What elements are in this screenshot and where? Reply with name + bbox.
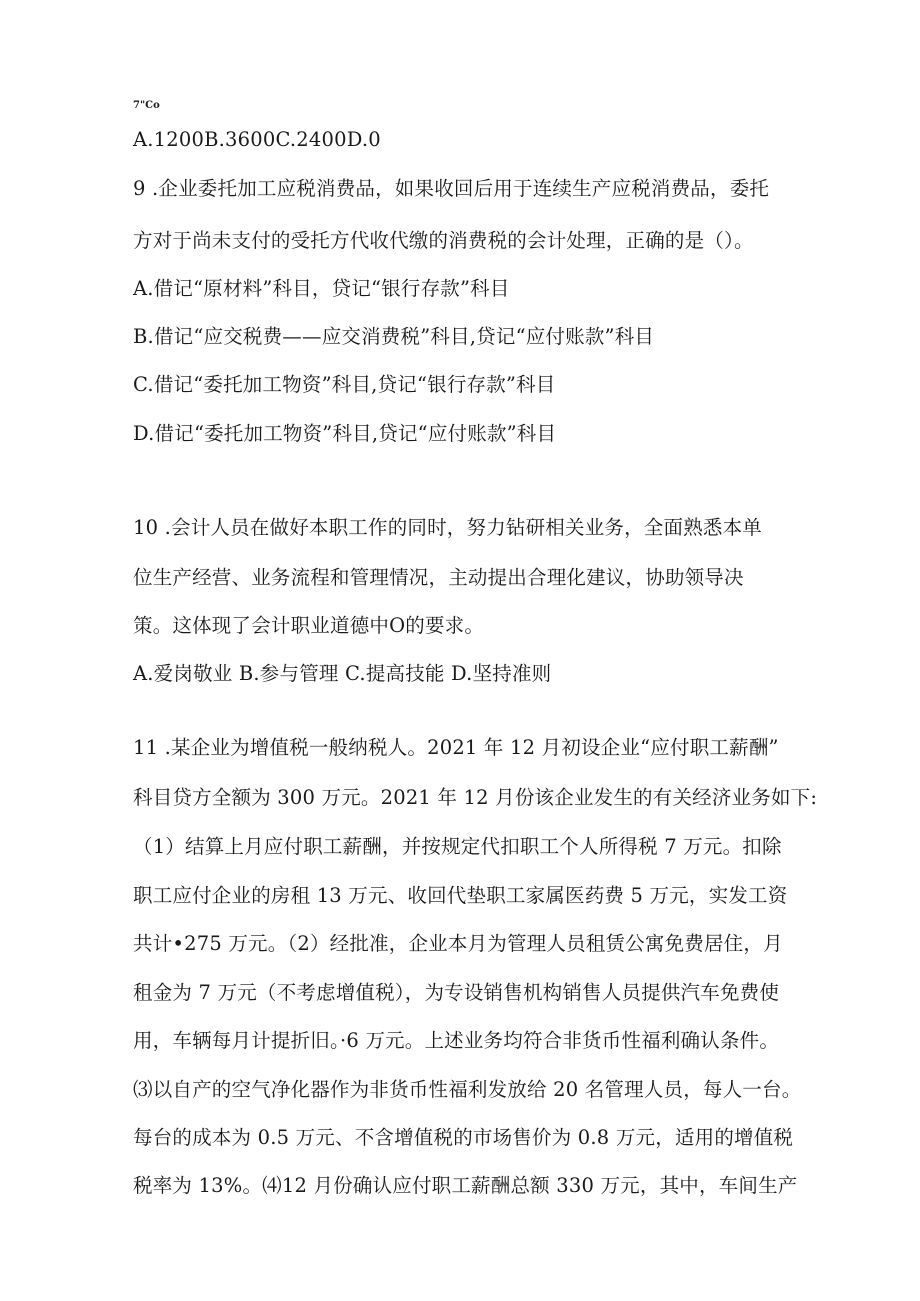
q8-options: A.1200B.3600C.2400D.0 [133, 128, 381, 151]
q10-options: A.爱岗敬业 B.参与管理 C.提高技能 D.坚持准则 [133, 662, 552, 685]
q9-option-c: C.借记“委托加工物资”科目,贷记“银行存款”科目 [133, 373, 556, 396]
q10-line: 位生产经营、业务流程和管理情况，主动提出合理化建议，协助领导决 [133, 566, 744, 589]
q9-option-d: D.借记“委托加工物资”科目,贷记“应付账款”科目 [133, 422, 557, 445]
q10-line: 10 .会计人员在做好本职工作的同时，努力钻研相关业务，全面熟悉本单 [133, 516, 763, 539]
q11-line: 用，车辆每月计提折旧。·6 万元。上述业务均符合非货币性福利确认条件。 [133, 1029, 780, 1052]
q11-line: 租金为 7 万元（不考虑增值税），为专设销售机构销售人员提供汽车免费使 [133, 981, 780, 1004]
q11-line: 科目贷方全额为 300 万元。2021 年 12 月份该企业发生的有关经济业务如下: [133, 786, 818, 809]
q9-option-b: B.借记“应交税费——应交消费税”科目,贷记“应付账款”科目 [133, 325, 655, 348]
q11-line: ⑶以自产的空气净化器作为非货币性福利发放给 20 名管理人员，每人一台。 [133, 1078, 802, 1101]
q11-line: 税率为 13%。⑷12 月份确认应付职工薪酬总额 330 万元，其中，车间生产 [133, 1174, 798, 1197]
text-fragment: 7"Co [133, 100, 160, 111]
q11-line: 共计•275 万元。（2）经批准，企业本月为管理人员租赁公寓免费居住，月 [133, 932, 783, 955]
q9-line: 方对于尚未支付的受托方代收代缴的消费税的会计处理，正确的是（）。 [133, 229, 754, 252]
q10-line: 策。这体现了会计职业道德中O的要求。 [133, 614, 485, 637]
q9-option-a: A.借记“原材料”科目，贷记“银行存款”科目 [133, 277, 510, 300]
q9-line: 9 .企业委托加工应税消费品，如果收回后用于连续生产应税消费品，委托 [133, 177, 770, 200]
q11-line: 职工应付企业的房租 13 万元、收回代垫职工家属医药费 5 万元，实发工资 [133, 884, 788, 907]
q11-line: （1）结算上月应付职工薪酬，并按规定代扣职工个人所得税 7 万元。扣除 [133, 835, 782, 858]
q11-line: 11 .某企业为增值税一般纳税人。2021 年 12 月初设企业“应付职工薪酬” [133, 736, 779, 759]
q11-line: 每台的成本为 0.5 万元、不含增值税的市场售价为 0.8 万元，适用的增值税 [133, 1126, 794, 1149]
